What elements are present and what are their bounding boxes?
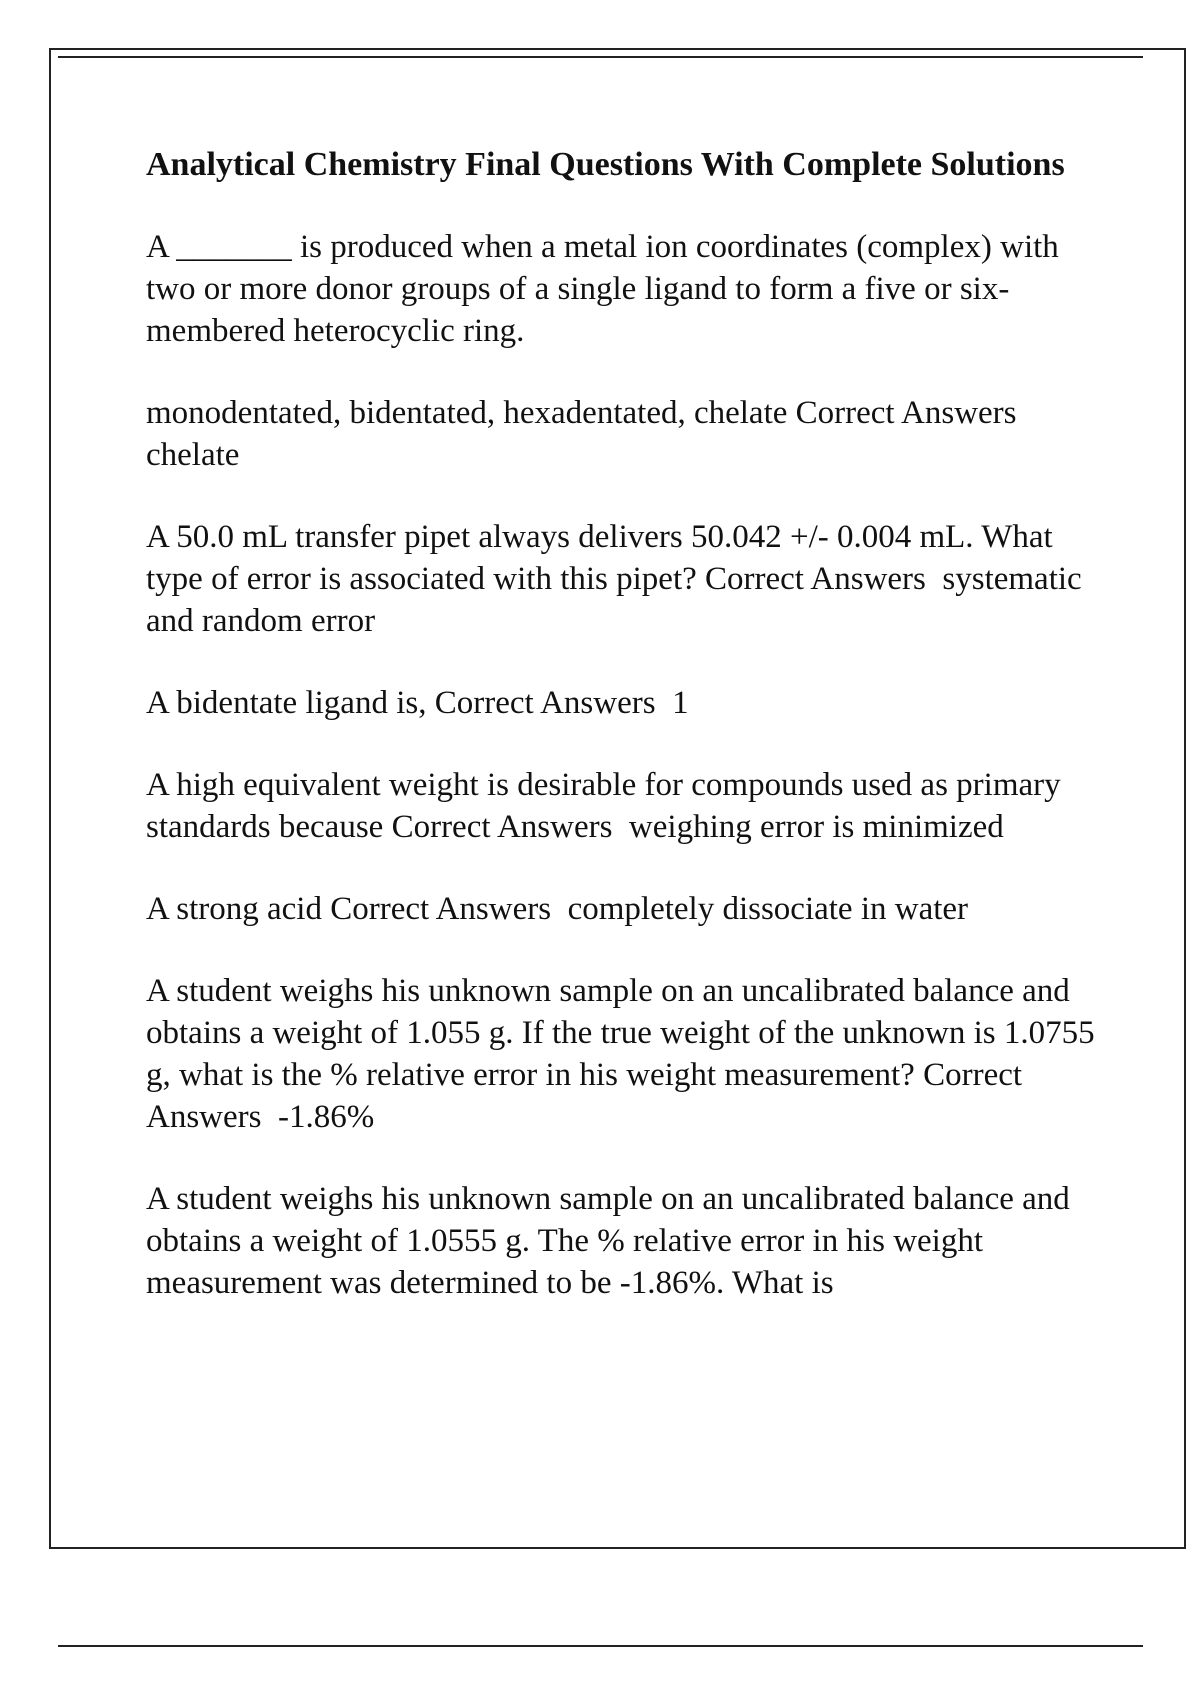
question-bidentate-ligand: A bidentate ligand is, Correct Answers 1	[146, 685, 689, 721]
question-chelate-definition: A _______ is produced when a metal ion coordinates (complex) with two or more donor groups of a single ligand to form a five or six-membered heterocyclic ring.	[146, 229, 1068, 349]
document-body	[146, 144, 1106, 1344]
top-rule	[58, 56, 1143, 58]
question-strong-acid: A strong acid Correct Answers completely dissociate in water	[146, 891, 969, 927]
question-relative-error-continued: A student weighs his unknown sample on an uncalibrated balance and obtains a weight of 1.0555 g. The % relative error in his weight measurement was determined to be -1.86%. What is	[146, 1181, 1079, 1301]
question-pipet-error: A 50.0 mL transfer pipet always delivers 50.042 +/- 0.004 mL. What type of error is associated with this pipet? Correct Answers systematic and random error	[146, 519, 1090, 639]
question-relative-error: A student weighs his unknown sample on an uncalibrated balance and obtains a weight of 1.055 g. If the true weight of the unknown is 1.0755 g, what is the % relative error in his weight measurement? Correct Answers -1.86%	[146, 973, 1103, 1135]
question-equivalent-weight: A high equivalent weight is desirable for compounds used as primary standards because Correct Answers weighing error is minimized	[146, 767, 1069, 845]
answer-chelate-options: monodentated, bidentated, hexadentated, chelate Correct Answers chelate	[146, 395, 1034, 473]
document-title: Analytical Chemistry Final Questions With Complete Solutions	[146, 146, 1065, 183]
bottom-rule	[58, 1645, 1143, 1647]
